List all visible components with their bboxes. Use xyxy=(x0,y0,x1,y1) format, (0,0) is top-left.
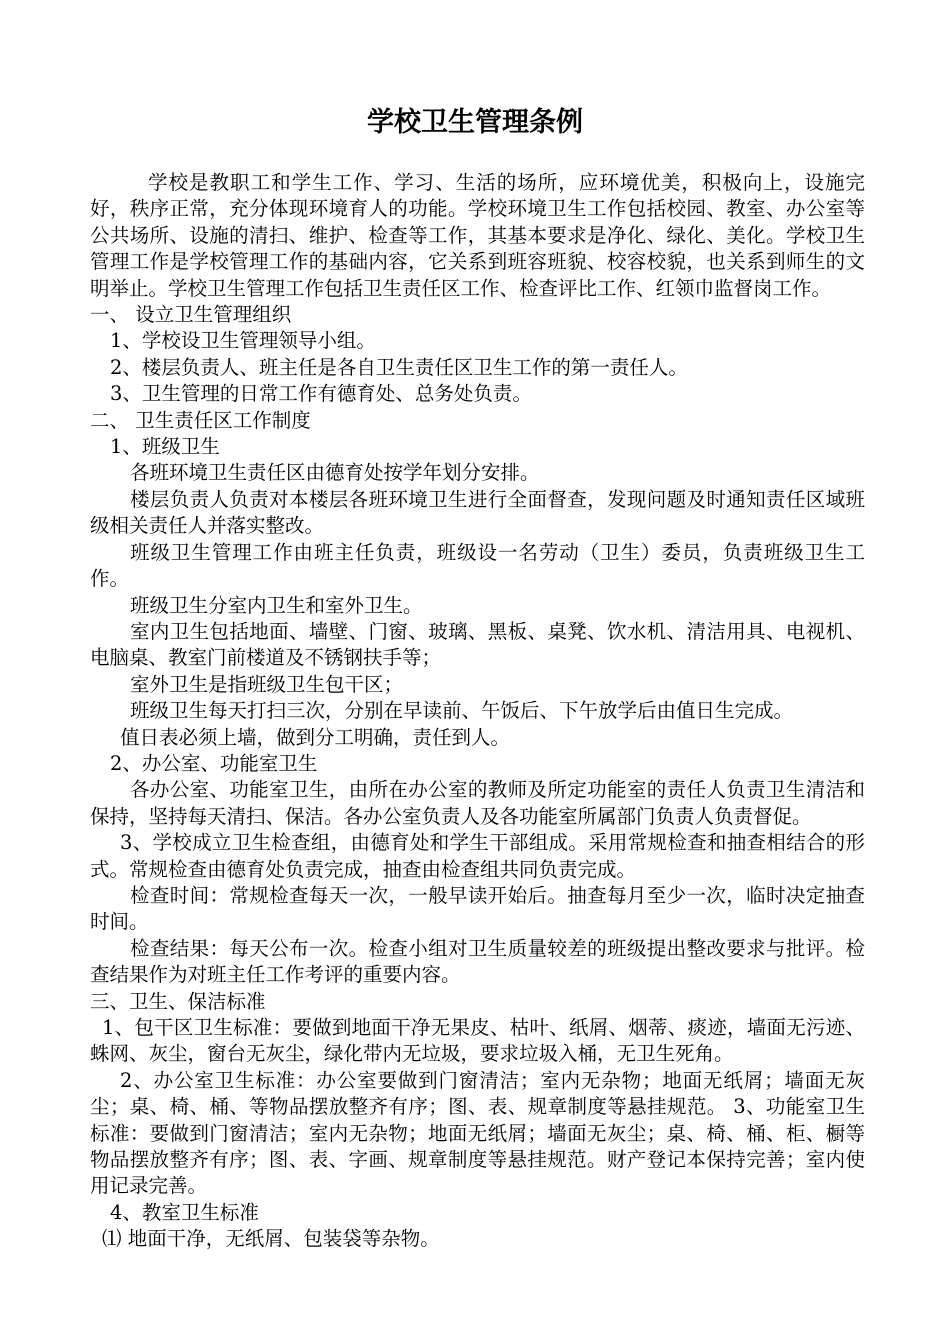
paragraph: 室外卫生是指班级卫生包干区； xyxy=(130,672,404,696)
paragraph: 班级卫生管理工作由班主任负责，班级设一名劳动（卫生）委员，负责班级卫生工作。 xyxy=(90,540,865,591)
paragraph: 一、 设立卫生管理组织 xyxy=(90,303,292,327)
paragraph: 二、 卫生责任区工作制度 xyxy=(90,408,311,432)
paragraph: ⑴ 地面干净，无纸屑、包装袋等杂物。 xyxy=(102,1227,440,1251)
paragraph: 3、卫生管理的日常工作有德育处、总务处负责。 xyxy=(110,382,532,406)
paragraph: 1、包干区卫生标准：要做到地面干净无果皮、枯叶、纸屑、烟蒂、痰迹，墙面无污迹、蛛网、灰尘，窗台无灰尘，绿化带内无垃圾，要求垃圾入桶，无卫生死角。 xyxy=(90,1016,865,1066)
paragraph: 室内卫生包括地面、墙壁、门窗、玻璃、黑板、桌凳、饮水机、清洁用具、电视机、电脑桌、教室门前楼道及不锈钢扶手等； xyxy=(90,619,865,670)
paragraph: 3、学校成立卫生检查组，由德育处和学生干部组成。采用常规检查和抽查相结合的形式。常规检查由德育处负责完成，抽查由检查组共同负责完成。 xyxy=(90,831,865,881)
paragraph: 三、卫生、保洁标准 xyxy=(90,989,266,1013)
paragraph: 4、教室卫生标准 xyxy=(110,1200,259,1224)
paragraph: 检查时间：常规检查每天一次，一般早读开始后。抽查每月至少一次，临时决定抽查时间。 xyxy=(90,883,865,934)
paragraph: 2、楼层负责人、班主任是各自卫生责任区卫生工作的第一责任人。 xyxy=(110,355,688,379)
paragraph: 2、办公室、功能室卫生 xyxy=(110,751,318,775)
paragraph: 1、学校设卫生管理领导小组。 xyxy=(110,329,376,353)
paragraph: 1、班级卫生 xyxy=(110,435,220,459)
paragraph: 各班环境卫生责任区由德育处按学年划分安排。 xyxy=(130,461,540,485)
paragraph: 班级卫生分室内卫生和室外卫生。 xyxy=(130,593,423,617)
paragraph: 学校是教职工和学生工作、学习、生活的场所，应环境优美，积极向上，设施完好，秩序正常，充分体现环境育人的功能。学校环境卫生工作包括校园、教室、办公室等公共场所、设施的清扫、维护、检查等工作，其基本要求是净化、绿化、美化。学校卫生管理工作是学校管理工作的基础内容，它关系到班容班貌、校容校貌，也关系到师生的文明举止。学校卫生管理工作包括卫生责任区工作、检查评比工作、红领巾监督岗工作。 xyxy=(90,171,865,300)
paragraph: 检查结果：每天公布一次。检查小组对卫生质量较差的班级提出整改要求与批评。检查结果作为对班主任工作考评的重要内容。 xyxy=(90,936,865,987)
document-title: 学校卫生管理条例 xyxy=(367,107,583,138)
paragraph: 楼层负责人负责对本楼层各班环境卫生进行全面督查，发现问题及时通知责任区域班级相关责任人并落实整改。 xyxy=(90,487,865,538)
paragraph: 班级卫生每天打扫三次，分别在早读前、午饭后、下午放学后由值日生完成。 xyxy=(130,699,794,723)
paragraph: 2、办公室卫生标准：办公室要做到门窗清洁；室内无杂物；地面无纸屑；墙面无灰尘；桌、椅、桶、等物品摆放整齐有序；图、表、规章制度等悬挂规范。 3、功能室卫生标准：要做到门窗清洁；室内无杂物；地面无纸屑；墙面无灰尘；桌、椅、桶、柜、橱等物品摆放整齐有序；图、表、字画、规章制度等悬挂规范。财产登记本保持完善；室内使用记录完善。 xyxy=(90,1068,865,1198)
paragraph: 值日表必须上墙，做到分工明确，责任到人。 xyxy=(120,725,511,749)
paragraph: 各办公室、功能室卫生，由所在办公室的教师及所定功能室的责任人负责卫生清洁和保持，坚持每天清扫、保洁。各办公室负责人及各功能室所属部门负责人负责督促。 xyxy=(90,778,865,828)
document-body xyxy=(90,170,865,1253)
